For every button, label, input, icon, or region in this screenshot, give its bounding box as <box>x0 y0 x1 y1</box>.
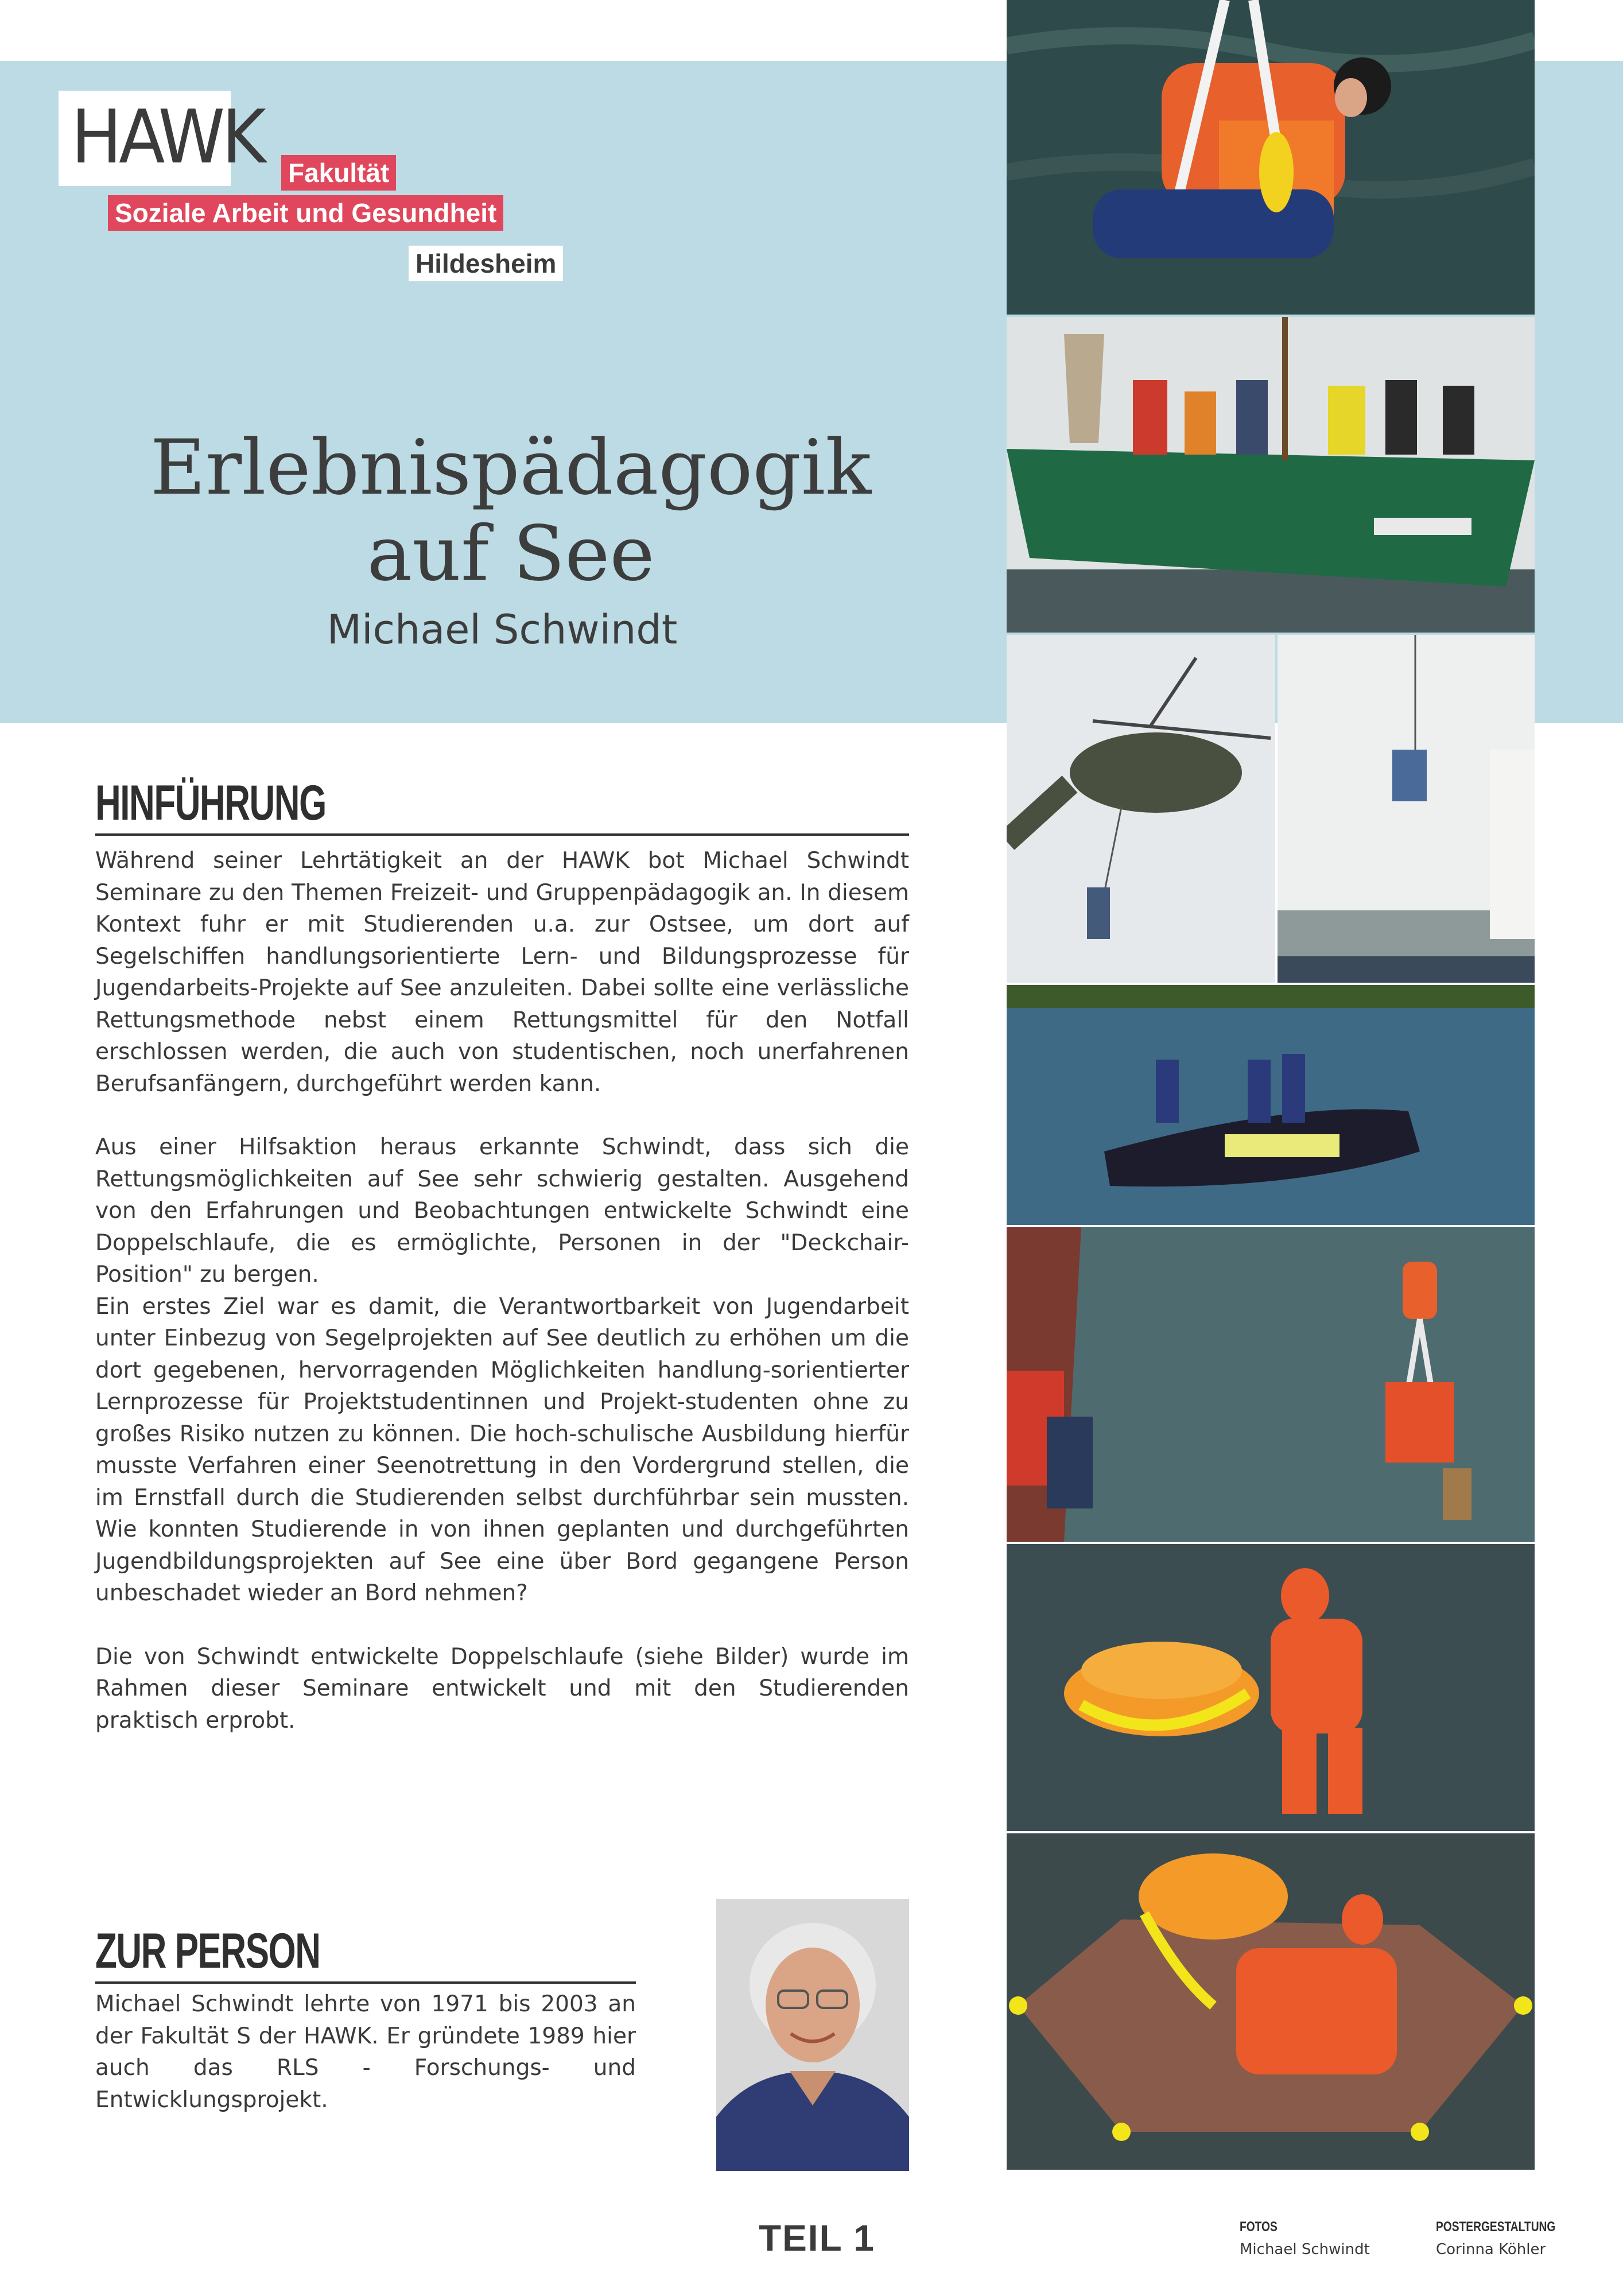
faculty-label: Fakultät <box>281 155 396 191</box>
intro-paragraph-1: Während seiner Lehrtätigkeit an der HAWK bot Michael Schwindt Seminare zu den Themen Freizeit- und Gruppenpädagogik an. In diesem Kontext fuhr er mit Studierenden u.a. zur Ostsee, um dort auf Segelschiffen handlungsorientierte Lern- und Bildungsprozesse für Jugendarbeits-Projekte auf See anzuleiten. Dabei sollte eine verlässliche Rettungsmethode nebst einem Rettungsmittel für den Notfall erschlossen werden, die auch von studentischen, noch unerfahrenen Berufsanfängern, durchgeführt werden kann. <box>95 848 909 1097</box>
photo-rescue-net <box>1007 1833 1535 2170</box>
intro-paragraph-4: Die von Schwindt entwickelte Doppelschlaufe (siehe Bilder) wurde im Rahmen dieser Seminare entwickelt und mit den Studierenden praktisch erprobt. <box>95 1643 909 1733</box>
photo-sea-rescue-sling <box>1007 0 1535 315</box>
intro-paragraph-3: Ein erstes Ziel war es damit, die Verantwortbarkeit von Jugendarbeit unter Einbezug von Segelprojekten auf See deutlich zu erhöhen um die dort gegebenen, hervorragenden Möglichkeiten handlung-sorientierter Lernprozesse für Projektstudentinnen und Projekt-studenten ohne zu großes Risiko nutzen zu können. Die hoch-schulische Ausbildung hierfür musste Verfahren einer Seenotrettung in den Vordergrund stellen, die im Ernstfall durch die Studierenden selbst durchführbar sein mussten. Wie konnten Studierende in von ihnen geplanten und durchgeführten Jugendbildungsprojekten auf See eine über Bord gegangene Person unbeschadet wieder an Bord nehmen? <box>95 1293 909 1606</box>
hawk-logo <box>59 91 263 186</box>
photo-winch-rescue <box>1278 635 1535 983</box>
location-label: Hildesheim <box>409 246 563 281</box>
intro-rule <box>95 833 909 836</box>
title-line-2: auf See <box>367 510 655 598</box>
intro-paragraph-2: Aus einer Hilfsaktion heraus erkannte Schwindt, dass sich die Rettungsmöglichkeiten auf See sehr schwierig gestalten. Ausgehend von den Erfahrungen und Beobachtungen entwickelte Schwindt eine Doppelschlaufe, die es ermöglichte, Personen in der "Deckchair-Position" zu bergen. <box>95 1134 909 1287</box>
photo-helicopter <box>1007 635 1275 983</box>
intro-heading: HINFÜHRUNG <box>95 775 326 831</box>
poster-title <box>103 425 918 597</box>
person-rule <box>95 1981 636 1984</box>
photo-buoy-rescue <box>1007 1544 1535 1831</box>
part-label: TEIL 1 <box>759 2217 875 2259</box>
person-heading: ZUR PERSON <box>95 1923 320 1979</box>
faculty-name: Soziale Arbeit und Gesundheit <box>108 195 503 231</box>
hawk-wordmark: HAWK <box>71 95 263 180</box>
design-credit-name: Corinna Köhler <box>1436 2241 1546 2258</box>
photo-rescue-raft <box>1007 985 1535 1225</box>
portrait-photo <box>716 1899 909 2171</box>
photo-ship-deck-hoist <box>1007 1227 1535 1542</box>
title-line-1: Erlebnispädagogik <box>150 424 872 512</box>
intro-text <box>95 845 909 1768</box>
photo-column <box>1007 0 1535 2170</box>
photos-credit-name: Michael Schwindt <box>1240 2241 1370 2258</box>
photos-credit-label: FOTOS <box>1240 2219 1278 2235</box>
design-credit-label: POSTERGESTALTUNG <box>1436 2219 1556 2235</box>
author-name: Michael Schwindt <box>327 606 678 653</box>
photo-sailing-ship <box>1007 317 1535 633</box>
person-text: Michael Schwindt lehrte von 1971 bis 2003 an der Fakultät S der HAWK. Er gründete 1989 hier auch das RLS - Forschungs- und Entwicklungsprojekt. <box>95 1991 636 2113</box>
